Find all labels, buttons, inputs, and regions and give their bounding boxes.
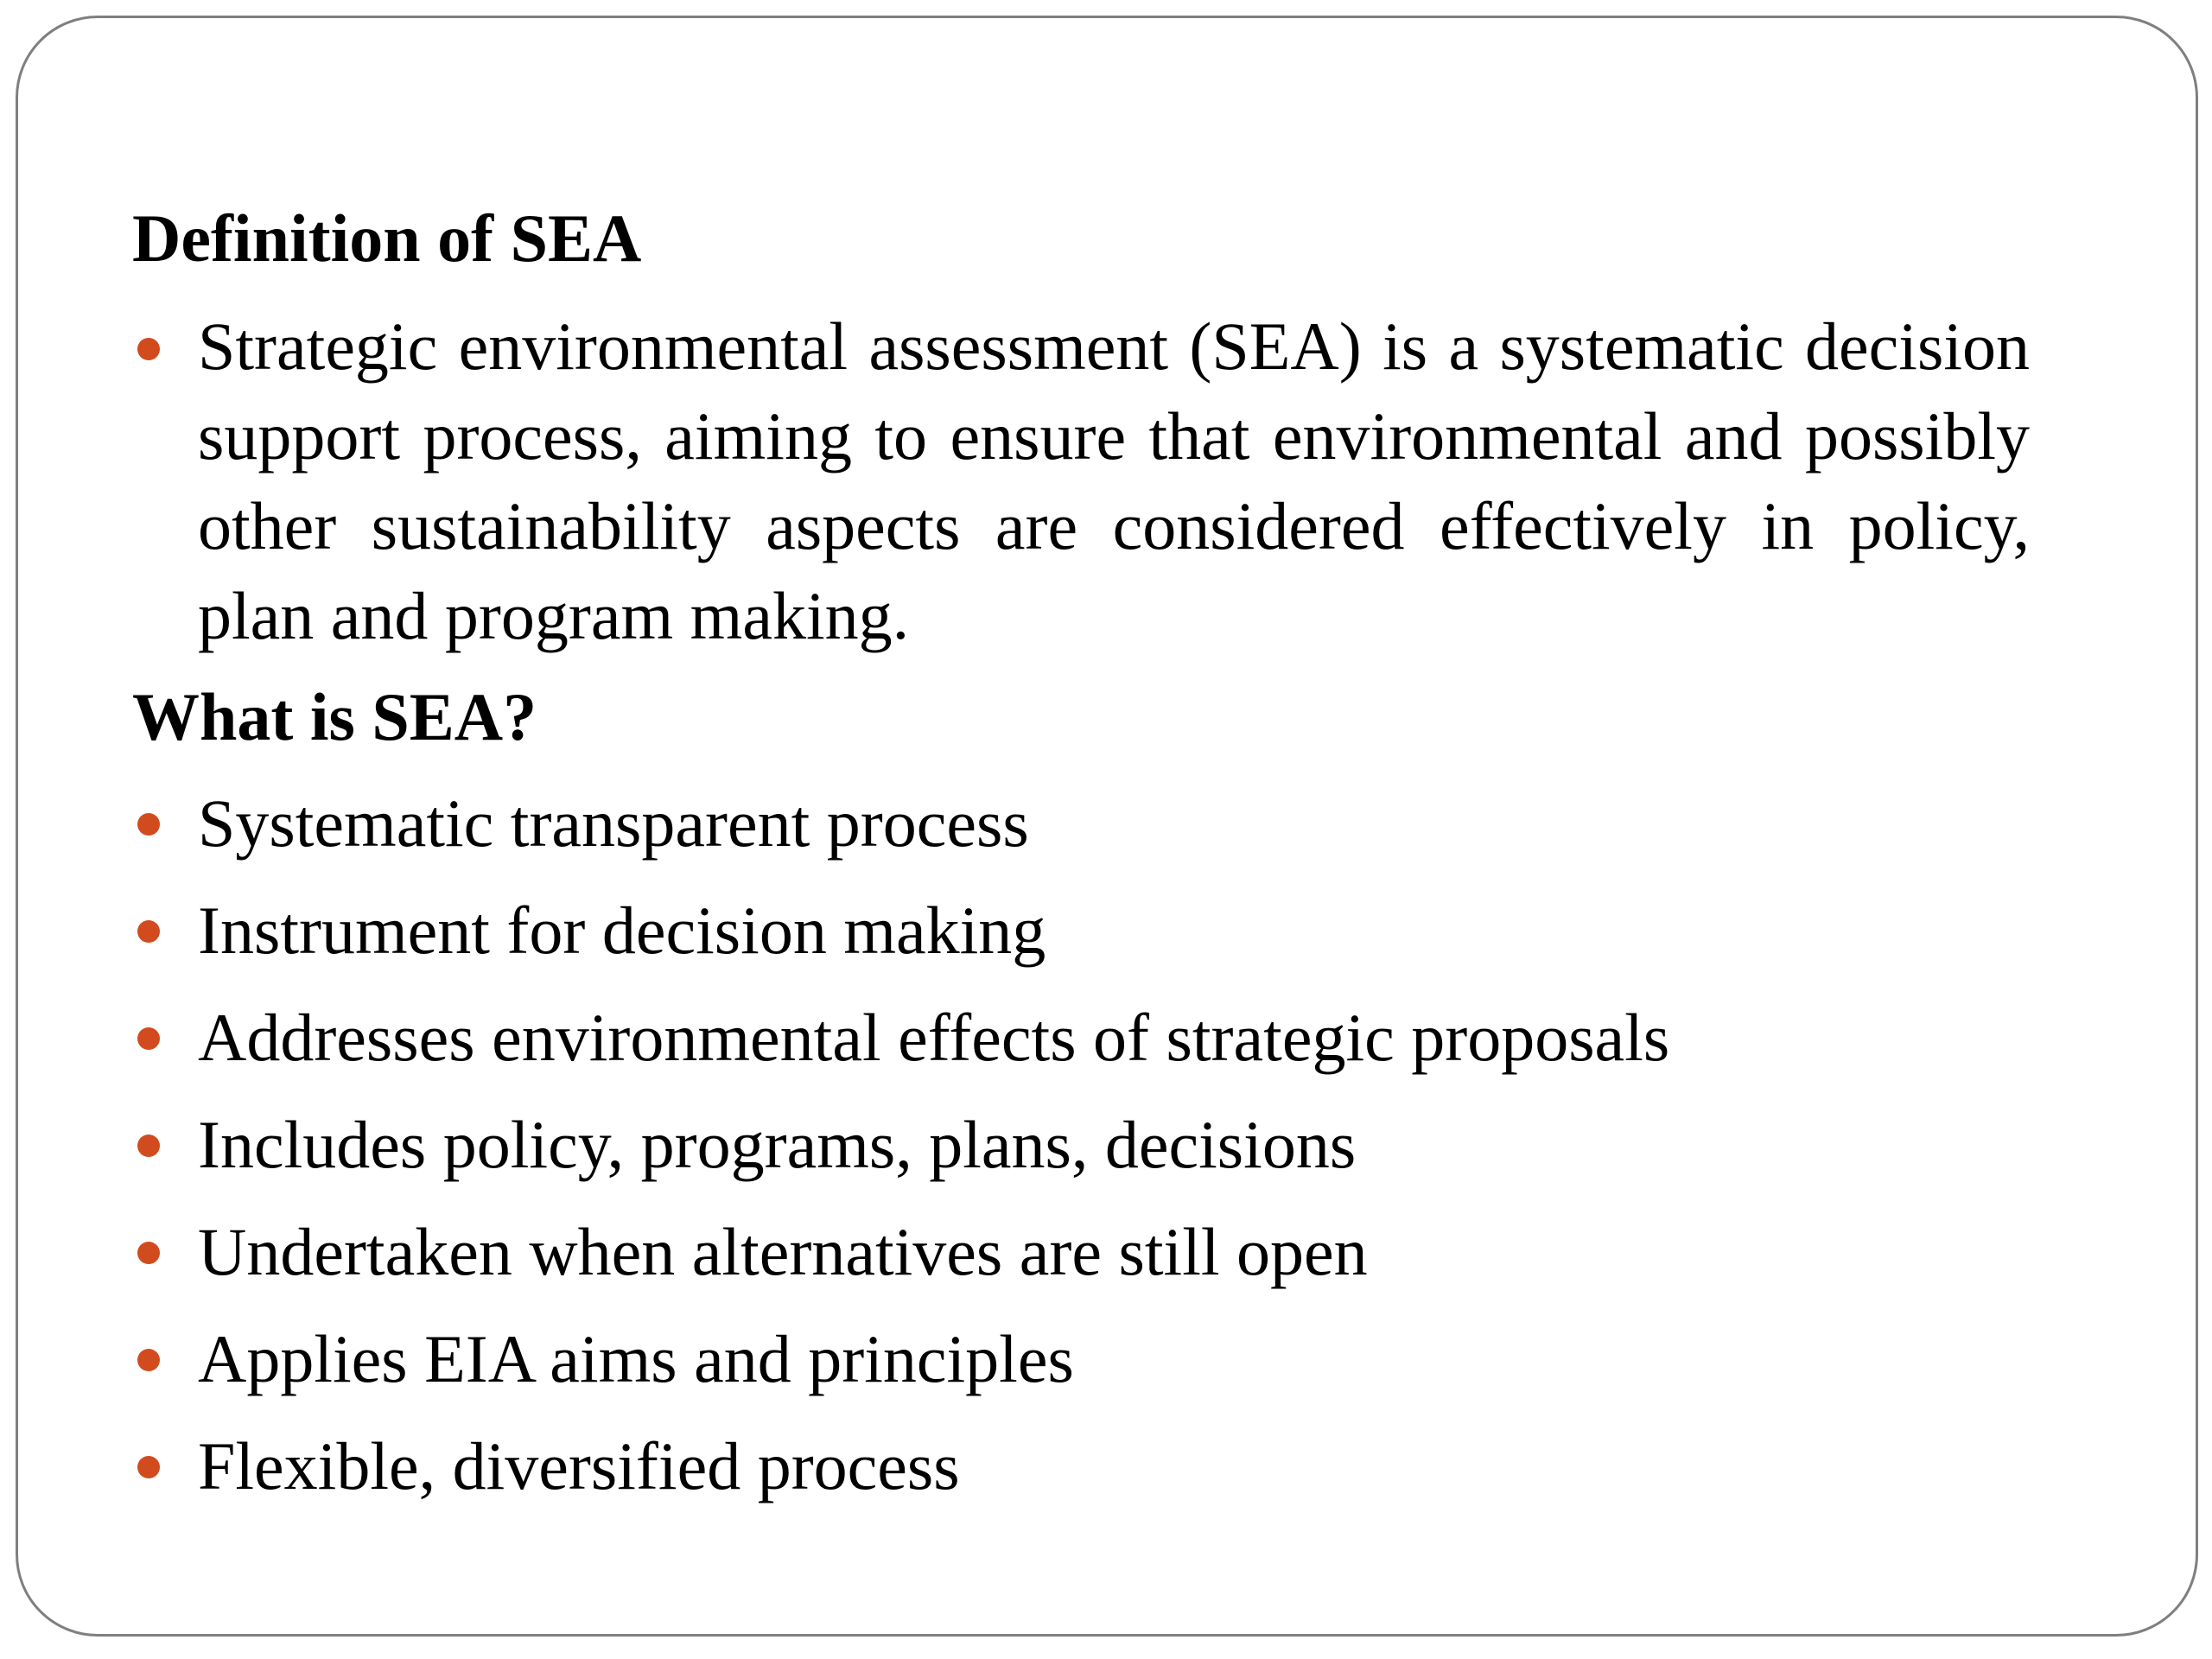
list-item-text: Systematic transparent process (198, 785, 1029, 861)
section-heading-what-is: What is SEA? (132, 679, 537, 754)
list-item (132, 877, 2102, 984)
list-item-text: Applies EIA aims and principles (198, 1321, 1074, 1396)
list-item (132, 1198, 2102, 1306)
list-item-text: Addresses environmental effects of strategic proposals (198, 1000, 1670, 1075)
bullet-dot-icon (137, 1135, 160, 1157)
definition-list (132, 302, 2102, 661)
list-item (132, 1413, 2102, 1520)
list-item-text: Flexible, diversified process (198, 1428, 960, 1503)
bullet-dot-icon (137, 338, 160, 360)
section-heading-definition: Definition of SEA (132, 200, 642, 276)
list-item-text: Includes policy, programs, plans, decisions (198, 1107, 1357, 1182)
definition-item (132, 302, 2030, 661)
slide-content (132, 191, 2102, 1520)
list-item-text: Undertaken when alternatives are still open (198, 1214, 1368, 1289)
list-item-text: Instrument for decision making (198, 893, 1046, 968)
bullet-dot-icon (137, 813, 160, 836)
definition-text: Strategic environmental assessment (SEA) is a systematic decision support process, aiming to ensure that environmental and possibly other sustainability aspects are considered effectively in policy, plan and program making. (198, 308, 2030, 653)
bullet-dot-icon (137, 1349, 160, 1371)
list-item (132, 984, 2102, 1091)
what-is-list (132, 770, 2102, 1520)
list-item (132, 1306, 2102, 1413)
slide-frame (16, 16, 2198, 1637)
bullet-dot-icon (137, 1242, 160, 1264)
bullet-dot-icon (137, 1456, 160, 1478)
list-item (132, 770, 2102, 877)
bullet-dot-icon (137, 1027, 160, 1050)
bullet-dot-icon (137, 920, 160, 943)
list-item (132, 1091, 2102, 1198)
